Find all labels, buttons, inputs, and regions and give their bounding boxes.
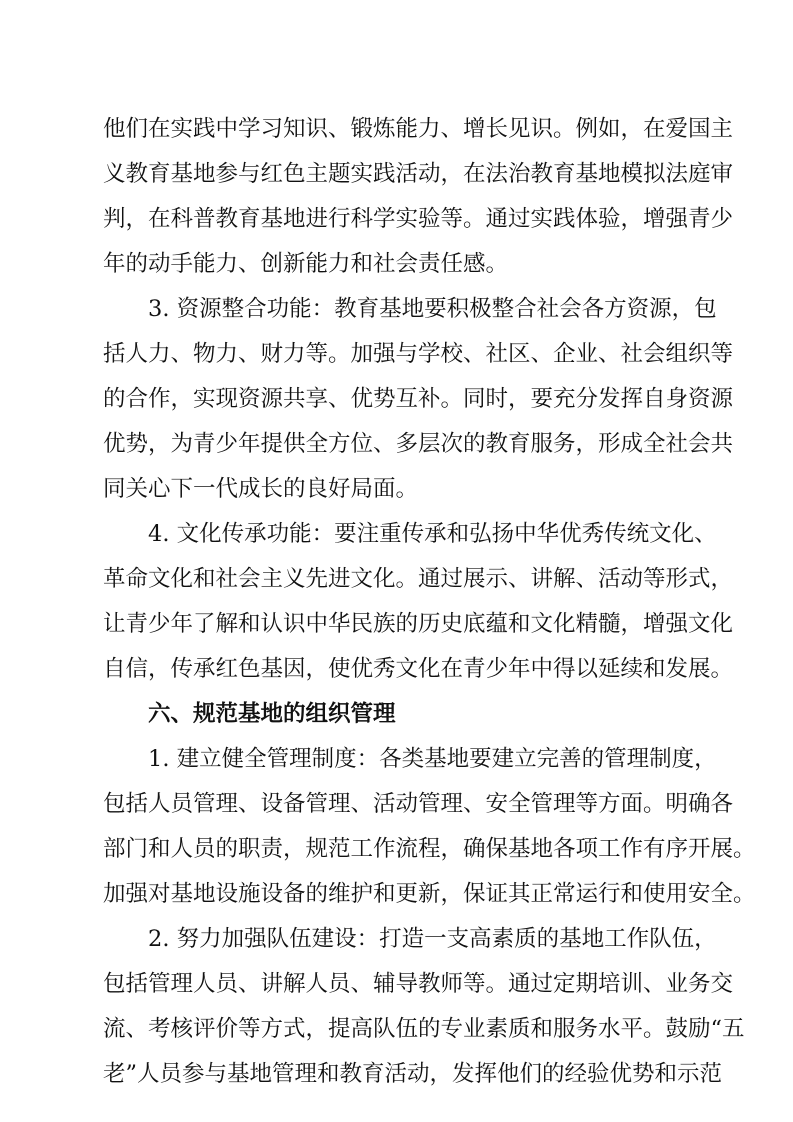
paragraph-first-line: 2. 努力加强队伍建设：打造一支高素质的基地工作队伍， <box>148 926 717 952</box>
text-line: 年的动手能力、创新能力和社会责任感。 <box>103 251 509 277</box>
text-line: 他们在实践中学习知识、锻炼能力、增长见识。例如，在爱国主 <box>103 116 734 142</box>
text-line: 革命文化和社会主义先进文化。通过展示、讲解、活动等形式， <box>103 566 734 592</box>
text-line: 括人力、物力、财力等。加强与学校、社区、企业、社会组织等 <box>103 341 734 367</box>
paragraph-first-line: 3. 资源整合功能：教育基地要积极整合社会各方资源，包 <box>148 296 717 322</box>
text-line: 判，在科普教育基地进行科学实验等。通过实践体验，增强青少 <box>103 206 734 232</box>
text-line: 同关心下一代成长的良好局面。 <box>103 476 419 502</box>
text-line: 优势，为青少年提供全方位、多层次的教育服务，形成全社会共 <box>103 431 734 457</box>
text-line: 老”人员参与基地管理和教育活动，发挥他们的经验优势和示范 <box>103 1061 723 1087</box>
text-line: 流、考核评价等方式，提高队伍的专业素质和服务水平。鼓励“五 <box>103 1016 745 1042</box>
paragraph-first-line: 4. 文化传承功能：要注重传承和弘扬中华优秀传统文化、 <box>148 521 717 547</box>
text-line: 部门和人员的职责，规范工作流程，确保基地各项工作有序开展。 <box>103 836 756 862</box>
text-line: 义教育基地参与红色主题实践活动，在法治教育基地模拟法庭审 <box>103 161 734 187</box>
text-line: 包括管理人员、讲解人员、辅导教师等。通过定期培训、业务交 <box>103 971 734 997</box>
text-line: 包括人员管理、设备管理、活动管理、安全管理等方面。明确各 <box>103 791 734 817</box>
text-line: 自信，传承红色基因，使优秀文化在青少年中得以延续和发展。 <box>103 656 734 682</box>
section-heading: 六、规范基地的组织管理 <box>148 701 396 727</box>
paragraph-first-line: 1. 建立健全管理制度：各类基地要建立完善的管理制度， <box>148 746 717 772</box>
text-line: 让青少年了解和认识中华民族的历史底蕴和文化精髓，增强文化 <box>103 611 734 637</box>
text-line: 的合作，实现资源共享、优势互补。同时，要充分发挥自身资源 <box>103 386 734 412</box>
text-line: 加强对基地设施设备的维护和更新，保证其正常运行和使用安全。 <box>103 881 756 907</box>
